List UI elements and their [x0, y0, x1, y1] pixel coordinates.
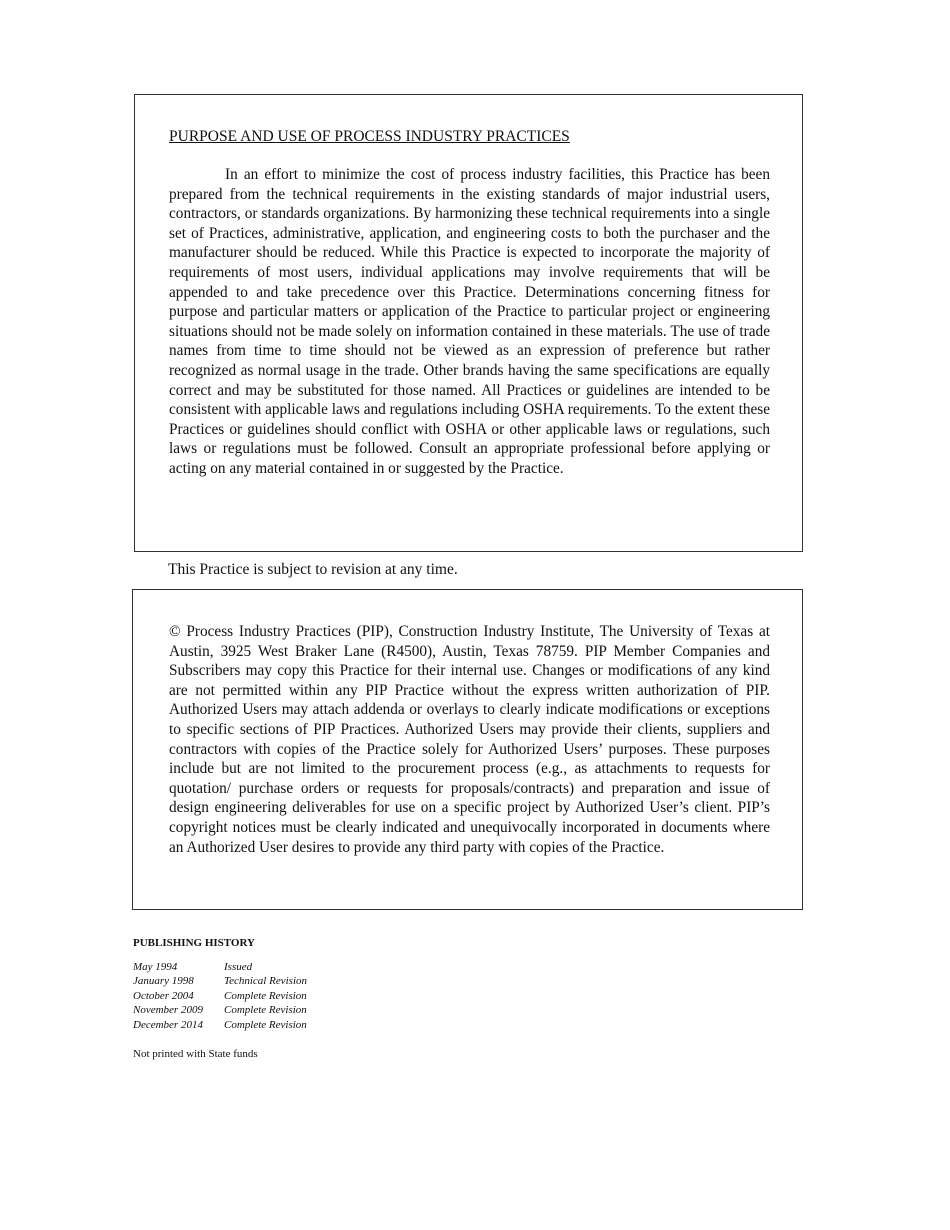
history-status: Issued [224, 961, 253, 973]
history-date: January 1998 [133, 975, 194, 988]
history-date: December 2014 [133, 1018, 203, 1031]
publishing-history-title: PUBLISHING HISTORY [133, 937, 255, 949]
history-date: May 1994 [133, 961, 178, 973]
copyright-section [132, 589, 803, 910]
purpose-heading: PURPOSE AND USE OF PROCESS INDUSTRY PRACTICES [169, 128, 570, 145]
funds-note: Not printed with State funds [133, 1048, 258, 1060]
revision-note: This Practice is subject to revision at any time. [168, 561, 458, 578]
history-entry [133, 1003, 307, 1017]
history-entry [133, 974, 307, 988]
history-status: Technical Revision [224, 975, 307, 988]
history-status: Complete Revision [224, 1004, 307, 1017]
publishing-history-list [133, 960, 307, 1032]
history-status: Complete Revision [224, 989, 307, 1002]
copyright-paragraph: © Process Industry Practices (PIP), Construction Industry Institute, The University of Texas at Austin, 3925 West Braker Lane (R4500), Austin, Texas 78759. PIP Member Companies and Subscribers may copy this Practice for their internal use. Changes or modifications of any kind are not permitted within any PIP Practice without the express written authorization of PIP. Authorized Users may attach addenda or overlays to clearly indicate modifications or exceptions to specific sections of PIP Practices. Authorized Users may provide their clients, suppliers and contractors with copies of the Practice solely for Authorized Users’ purposes. These purposes include but are not limited to the procurement process (e.g., as attachments to requests for quotation/ purchase orders or requests for proposals/contracts) and preparation and issue of design engineering deliverables for use on a specific project by Authorized User’s client. PIP’s copyright notices must be clearly indicated and unequivocally incorporated in documents where an Authorized User desires to provide any third party with copies of the Practice. [169, 623, 770, 856]
purpose-section [134, 94, 803, 552]
history-status: Complete Revision [224, 1018, 307, 1031]
history-date: November 2009 [133, 1004, 203, 1017]
history-entry [133, 989, 307, 1003]
purpose-paragraph: In an effort to minimize the cost of process industry facilities, this Practice has been prepared from the technical requirements in the existing standards of major industrial users, contractors, or standards organizations. By harmonizing these technical requirements into a single set of Practices, administrative, application, and engineering costs to both the purchaser and the manufacturer should be reduced. While this Practice is expected to incorporate the majority of requirements of most users, individual applications may involve requirements that will be appended to and take precedence over this Practice. Determinations concerning fitness for purpose and particular matters or application of the Practice to particular project or engineering situations should not be made solely on information contained in these materials. The use of trade names from time to time should not be viewed as an expression of preference but rather recognized as normal usage in the trade. Other brands having the same specifications are equally correct and may be substituted for those named. All Practices or guidelines are intended to be consistent with applicable laws and regulations including OSHA requirements. To the extent these Practices or guidelines should conflict with OSHA or other applicable laws or regulations, such laws or regulations must be followed. Consult an appropriate professional before applying or acting on any material contained in or suggested by the Practice. [169, 166, 770, 477]
history-entry [133, 1018, 307, 1032]
history-date: October 2004 [133, 989, 194, 1002]
history-entry [133, 960, 307, 974]
